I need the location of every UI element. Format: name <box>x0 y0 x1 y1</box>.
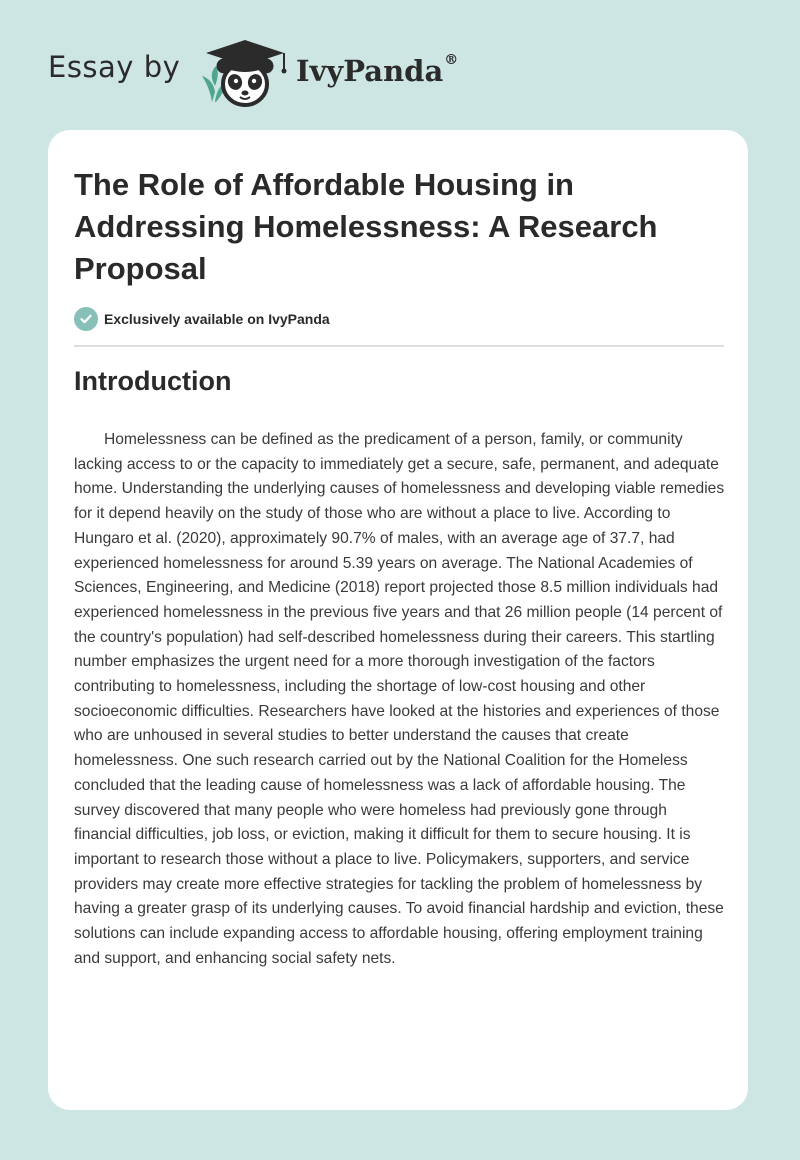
check-icon <box>74 307 98 331</box>
essay-by-label: Essay by <box>48 50 181 84</box>
registered-mark: ® <box>444 52 459 68</box>
introduction-paragraph: Homelessness can be defined as the predicament of a person, family, or community lacking access to or the capacity to immediately get a secure, safe, permanent, and adequate home. Understanding the underlying causes of homelessness and developing viable remedies for it depend heavily on the study of those who are without a place to live. According to Hungaro et al. (2020), approximately 90.7% of males, with an average age of 37.7, had experienced homelessness for around 5.39 years on average. The National Academies of Sciences, Engineering, and Medicine (2018) report projected those 8.5 million individuals had experienced homelessness in the previous five years and that 26 million people (14 percent of the country's population) had self-described homelessness during their careers. This startling number emphasizes the urgent need for a more thorough investigation of the factors contributing to homelessness, including the shortage of low-cost housing and other socioeconomic difficulties. Researchers have looked at the histories and experiences of those who are unhoused in several studies to better understand the causes that create homelessness. One such research carried out by the National Coalition for the Homeless concluded that the leading cause of homelessness was a lack of affordable housing. The survey discovered that many people who were homeless had previously gone through financial difficulties, job loss, or eviction, making it difficult for them to secure housing. It is important to research those without a place to live. Policymakers, supporters, and service providers may create more effective strategies for tackling the problem of homelessness by having a greater grasp of its underlying causes. To avoid financial hardship and eviction, these solutions can include expanding access to affordable housing, offering employment training and support, and enhancing social safety nets. <box>74 431 725 967</box>
site-header <box>0 0 800 130</box>
panda-graduate-icon <box>200 36 292 110</box>
brand-logo-text[interactable] <box>296 54 458 88</box>
article-card <box>48 130 748 1110</box>
section-heading: Introduction <box>74 366 232 396</box>
article-title: The Role of Affordable Housing in Addressing Homelessness: A Research Proposal <box>74 167 658 286</box>
divider <box>74 345 724 347</box>
exclusive-label: Exclusively available on IvyPanda <box>104 311 330 327</box>
brand-name: IvyPanda <box>296 54 444 88</box>
exclusive-badge <box>74 306 330 332</box>
